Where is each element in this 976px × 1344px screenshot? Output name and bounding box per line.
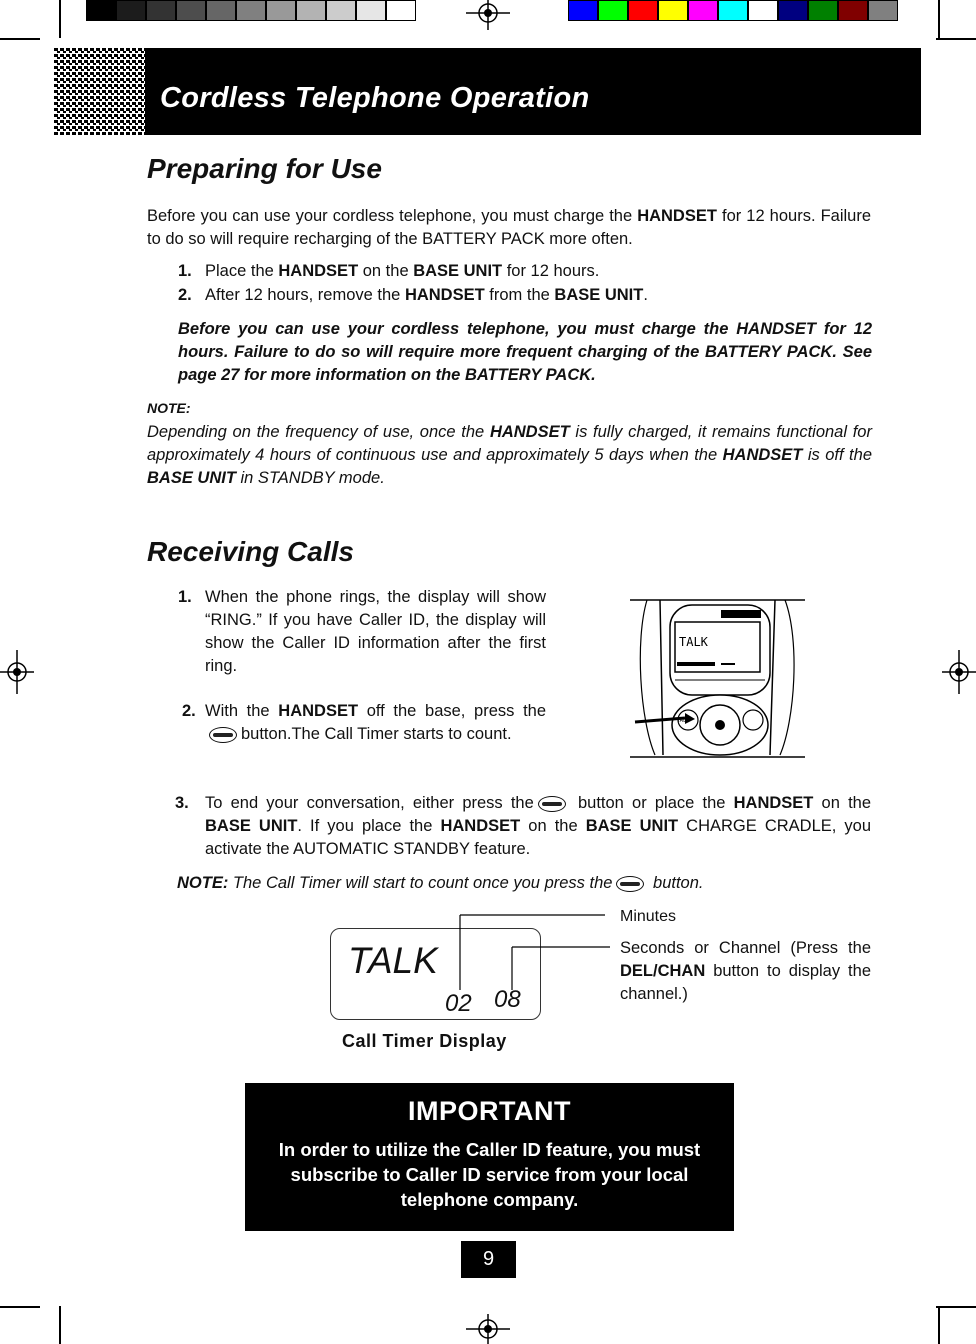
calibration-swatch <box>206 0 236 21</box>
crop-mark <box>938 1306 940 1344</box>
crop-mark <box>938 0 940 38</box>
important-notice <box>245 1083 734 1231</box>
registration-mark-icon <box>0 650 34 694</box>
preparing-step-1: Place the HANDSET on the BASE UNIT for 12 hours. <box>205 262 600 280</box>
seconds-label: Seconds or Channel (Press the DEL/CHAN button to display the channel.) <box>620 939 871 1003</box>
end-button-icon <box>538 796 566 812</box>
calibration-swatch <box>146 0 176 21</box>
talk-button-icon <box>209 727 237 743</box>
calibration-swatch <box>296 0 326 21</box>
preparing-intro: Before you can use your cordless telephone, you must charge the HANDSET for 12 hours. Failure to do so will require recharging of the BATTERY PACK more often. <box>147 207 871 248</box>
step-number: 2. <box>182 702 196 720</box>
timer-display-word: TALK <box>348 940 438 981</box>
battery-note: Depending on the frequency of use, once the HANDSET is fully charged, it remains functional for approximately 4 hours of continuous use and approximately 5 days when the HANDSET is off the BASE UNIT in STANDBY mode. <box>147 423 872 487</box>
calibration-swatch <box>598 0 628 21</box>
step-number: 2. <box>178 286 192 304</box>
step-number: 1. <box>178 262 192 280</box>
illustration-button-label: TALK <box>677 718 690 724</box>
important-title: IMPORTANT <box>408 1096 571 1126</box>
calibration-swatch <box>236 0 266 21</box>
illustration-display-text: TALK <box>679 635 708 649</box>
section-title-receiving: Receiving Calls <box>147 536 354 567</box>
calibration-swatch <box>116 0 146 21</box>
step-number: 1. <box>178 588 192 606</box>
timer-minutes-value: 02 <box>445 990 472 1017</box>
timer-callout-lines <box>455 905 615 995</box>
calibration-swatch <box>386 0 416 21</box>
calibration-swatch <box>266 0 296 21</box>
calibration-swatch <box>808 0 838 21</box>
page-number: 9 <box>461 1241 516 1278</box>
call-timer-note: NOTE: The Call Timer will start to count once you press the button. <box>177 874 704 892</box>
calibration-swatch <box>628 0 658 21</box>
important-text: In order to utilize the Caller ID feature, you must subscribe to Caller ID service from your local telephone company. <box>278 1139 701 1210</box>
charge-warning: Before you can use your cordless telephone, you must charge the HANDSET for 12 hours. Failure to do so will require more frequent charging of the BATTERY PACK. See page 27 for more information on the BATTERY PACK. <box>178 320 872 384</box>
minutes-label: Minutes <box>620 908 677 925</box>
receiving-step-3: To end your conversation, either press the button or place the HANDSET on the BASE UNIT. If you place the HANDSET on the BASE UNIT CHARGE CRADLE, you activate the AUTOMATIC STANDBY feature. <box>205 794 872 858</box>
calibration-swatch <box>688 0 718 21</box>
timer-seconds-value: 08 <box>494 986 521 1013</box>
crop-mark <box>0 38 40 40</box>
registration-mark-icon <box>942 650 976 694</box>
calibration-swatch <box>868 0 898 21</box>
calibration-swatch <box>748 0 778 21</box>
registration-mark-icon <box>466 1314 510 1344</box>
crop-mark <box>59 1306 61 1344</box>
step-number: 3. <box>175 794 189 812</box>
calibration-swatch <box>838 0 868 21</box>
calibration-swatch <box>658 0 688 21</box>
preparing-step-2: After 12 hours, remove the HANDSET from the BASE UNIT. <box>205 286 648 304</box>
crop-mark <box>936 38 976 40</box>
calibration-swatch <box>326 0 356 21</box>
calibration-swatch <box>778 0 808 21</box>
crop-mark <box>59 0 61 38</box>
calibration-swatch <box>718 0 748 21</box>
crop-mark <box>0 1306 40 1308</box>
section-title-preparing: Preparing for Use <box>147 153 382 184</box>
calibration-swatch <box>356 0 386 21</box>
crop-mark <box>936 1306 976 1308</box>
receiving-step-1: When the phone rings, the display will show “RING.” If you have Caller ID, the display will show the Caller ID information after the first ring. <box>205 588 546 675</box>
timer-caption: Call Timer Display <box>342 1031 507 1051</box>
registration-mark-icon <box>466 0 510 30</box>
calibration-swatch <box>568 0 598 21</box>
receiving-step-2: With the HANDSET off the base, press thebutton.The Call Timer starts to count. <box>205 702 547 743</box>
header-pattern-icon <box>54 48 145 135</box>
note-label: NOTE: <box>147 400 191 416</box>
calibration-swatch <box>86 0 116 21</box>
page-title: Cordless Telephone Operation <box>160 82 590 114</box>
talk-button-icon <box>616 876 644 892</box>
handset-illustration <box>625 580 810 770</box>
calibration-swatch <box>176 0 206 21</box>
